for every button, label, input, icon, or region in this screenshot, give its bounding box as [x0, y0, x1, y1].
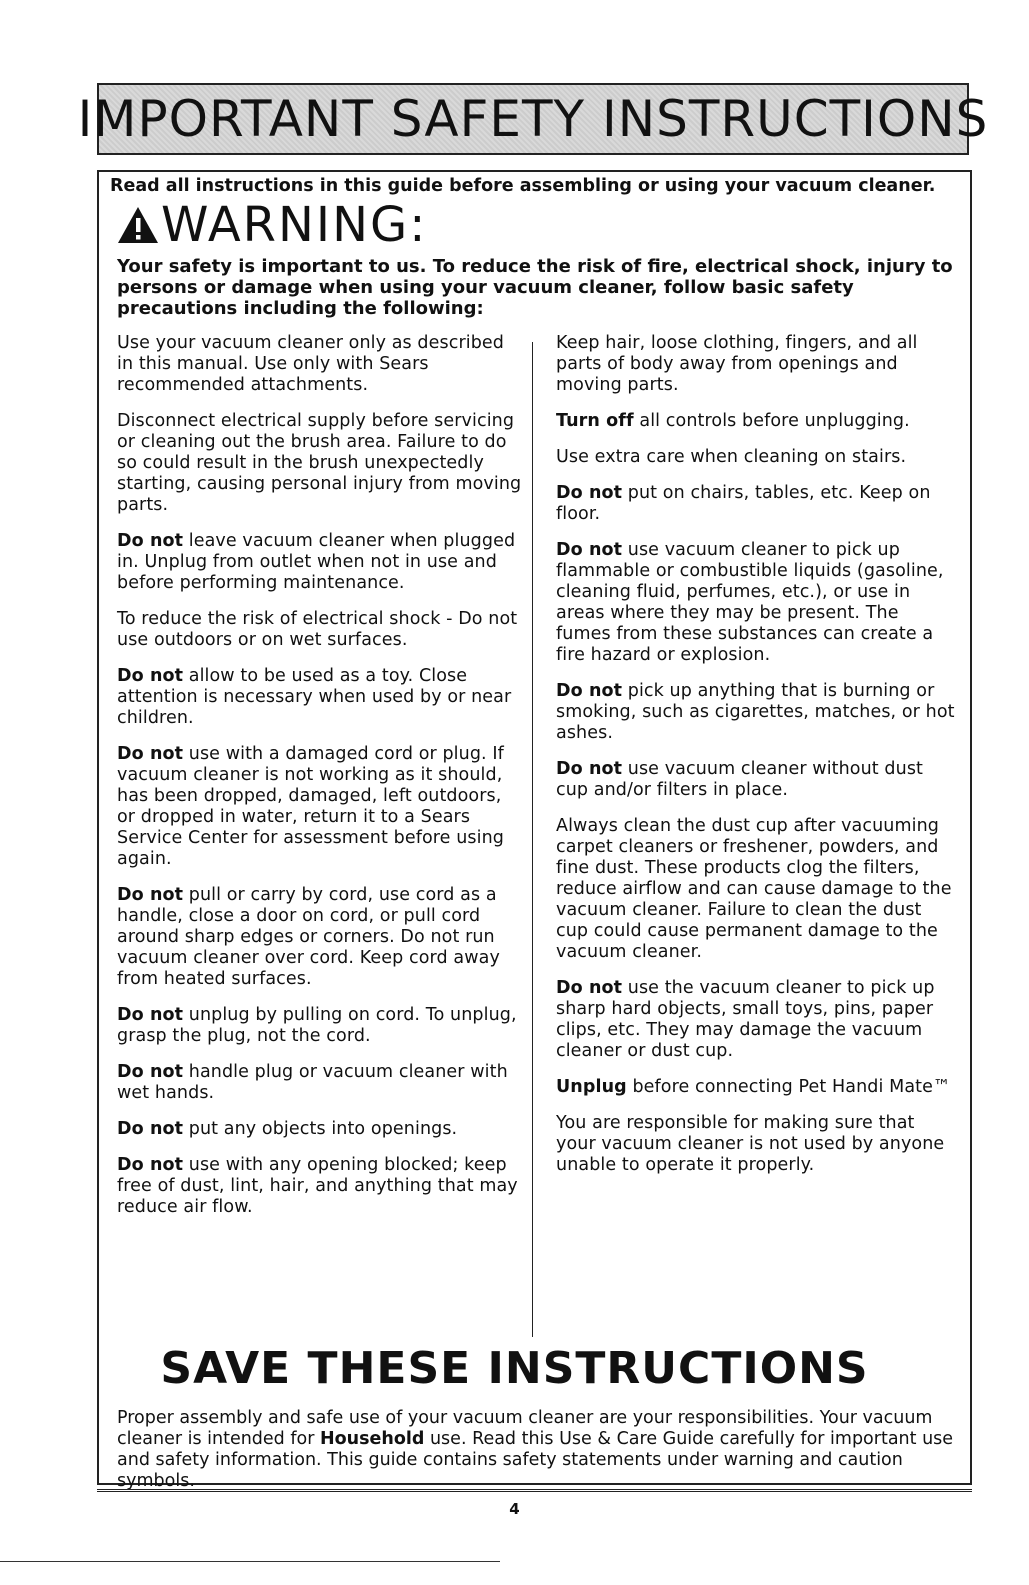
list-item: Unplug before connecting Pet Handi Mate™	[556, 1077, 951, 1097]
page-number: 4	[509, 1500, 520, 1518]
list-item: Do not use the vacuum cleaner to pick up sharp hard objects, small toys, pins, paper clips, etc. They may damage the vacuum cleaner or dust cup.	[556, 978, 935, 1061]
intro-text: Read all instructions in this guide before assembling or using your vacuum cleaner.	[110, 176, 936, 196]
list-item: Do not handle plug or vacuum cleaner with wet hands.	[117, 1062, 508, 1103]
list-item: Do not use with any opening blocked; keep free of dust, lint, hair, and anything that may reduce air flow.	[117, 1155, 518, 1217]
warning-label: WARNING:	[161, 197, 428, 253]
warning-heading	[117, 197, 428, 253]
list-item: Do not pick up anything that is burning or smoking, such as cigarettes, matches, or hot ashes.	[556, 681, 955, 743]
list-item: Use extra care when cleaning on stairs.	[556, 447, 907, 467]
list-item: Turn off all controls before unplugging.	[556, 411, 910, 431]
list-item: Use your vacuum cleaner only as described in this manual. Use only with Sears recommended attachments.	[117, 333, 504, 395]
list-item: Do not put any objects into openings.	[117, 1119, 458, 1139]
list-item: Do not unplug by pulling on cord. To unplug, grasp the plug, not the cord.	[117, 1005, 517, 1046]
bottom-rule	[0, 1561, 500, 1562]
closing-paragraph: Proper assembly and safe use of your vacuum cleaner are your responsibilities. Your vacuum cleaner is intended for Household use. Read this Use & Care Guide carefully for important use and safety information. This guide contains safety statements under warning and caution symbols.	[117, 1407, 954, 1491]
left-column	[117, 333, 525, 1233]
warning-triangle-icon	[117, 205, 159, 245]
list-item: You are responsible for making sure that your vacuum cleaner is not used by anyone unable to operate it properly.	[556, 1113, 945, 1175]
list-item: Do not use vacuum cleaner without dust cup and/or filters in place.	[556, 759, 924, 800]
right-column	[556, 333, 958, 1191]
column-divider	[532, 342, 533, 1337]
list-item: Do not allow to be used as a toy. Close attention is necessary when used by or near children.	[117, 666, 512, 728]
list-item: Do not leave vacuum cleaner when plugged in. Unplug from outlet when not in use and before performing maintenance.	[117, 531, 516, 593]
save-instructions-heading: SAVE THESE INSTRUCTIONS	[160, 1343, 869, 1394]
list-item: Do not put on chairs, tables, etc. Keep on floor.	[556, 483, 931, 524]
list-item: Do not use with a damaged cord or plug. If vacuum cleaner is not working as it should, has been dropped, damaged, left outdoors, or dropped in water, return it to a Sears Service Center for assessment before using again.	[117, 744, 504, 869]
list-item: Disconnect electrical supply before servicing or cleaning out the brush area. Failure to do so could result in the brush unexpectedly starting, causing personal injury from moving parts.	[117, 411, 522, 515]
list-item: Do not pull or carry by cord, use cord as a handle, close a door on cord, or pull cord around sharp edges or corners. Do not run vacuum cleaner over cord. Keep cord away from heated surfaces.	[117, 885, 500, 989]
page-title: IMPORTANT SAFETY INSTRUCTIONS	[77, 90, 989, 148]
warning-text: Your safety is important to us. To reduce the risk of fire, electrical shock, injury to persons or damage when using your vacuum cleaner, follow basic safety precautions including the following:	[117, 256, 953, 319]
list-item: Keep hair, loose clothing, fingers, and all parts of body away from openings and moving parts.	[556, 333, 918, 395]
list-item: Always clean the dust cup after vacuuming carpet cleaners or freshener, powders, and fine dust. These products clog the filters, reduce airflow and can cause damage to the vacuum cleaner. Failure to clean the dust cup could cause permanent damage to the vacuum cleaner.	[556, 816, 952, 962]
list-item: To reduce the risk of electrical shock - Do not use outdoors or on wet surfaces.	[117, 609, 518, 650]
title-banner	[77, 83, 989, 155]
list-item: Do not use vacuum cleaner to pick up flammable or combustible liquids (gasoline, cleaning fluid, perfumes, etc.), or use in areas where they may be present. The fumes from these substances can create a fire hazard or explosion.	[556, 540, 944, 665]
footer-rule	[97, 1489, 972, 1492]
